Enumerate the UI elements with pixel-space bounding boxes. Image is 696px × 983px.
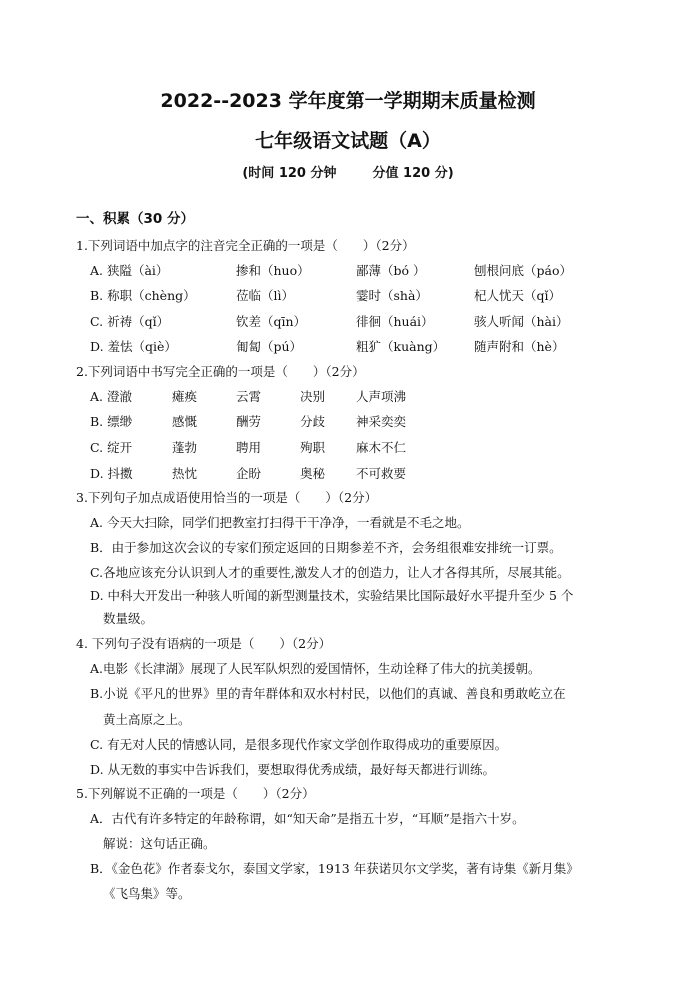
option-item: B. 缥缈	[90, 414, 133, 429]
option-item: 杞人忧天（qǐ）	[474, 288, 561, 303]
option-text: 解说：这句话正确。	[103, 836, 216, 851]
question-stem: 5.下列解说不正确的一项是（ ）（2分）	[76, 786, 315, 801]
question-stem: 1.下列词语中加点字的注音完全正确的一项是（ ）（2分）	[76, 238, 415, 253]
option-item: C. 祈祷（qǐ）	[90, 314, 170, 329]
option-item: 分歧	[300, 414, 326, 429]
option-item: 鄙薄（bó ）	[356, 263, 426, 278]
option-item: 感慨	[172, 414, 198, 429]
option-item: 麻木不仁	[356, 440, 407, 455]
option-item: 人声项沸	[356, 389, 407, 404]
option-text: 《飞鸟集》等。	[103, 886, 191, 901]
option-item: 霎时（shà）	[356, 288, 428, 303]
option-item: 钦差（qīn）	[236, 314, 307, 329]
option-text: B．《金色花》作者泰戈尔，泰国文学家，1913 年获诺贝尔文学奖，著有诗集《新月集》	[90, 861, 579, 876]
option-item: 企盼	[236, 466, 262, 481]
option-item: 聘用	[236, 440, 262, 455]
option-text: 黄土高原之上。	[103, 712, 191, 727]
option-item: A. 澄澈	[90, 389, 132, 404]
option-item: 蓬勃	[172, 440, 198, 455]
option-item: 不可救要	[356, 466, 407, 481]
option-item: D. 羞怯（qiè）	[90, 339, 177, 354]
option-item: 匍匐（pú）	[236, 339, 303, 354]
option-text: 数量级。	[103, 611, 154, 626]
option-text: D. 中科大开发出一种骇人听闻的新型测量技术，实验结果比国际最好水平提升至少 5 个	[90, 588, 574, 603]
option-item: 云霄	[236, 389, 262, 404]
option-text: C. 有无对人民的情感认同，是很多现代作家文学创作取得成功的重要原因。	[90, 737, 508, 752]
option-item: 瘫痪	[172, 389, 198, 404]
exam-time: (时间 120 分钟	[242, 166, 337, 181]
question-stem: 2.下列词语中书写完全正确的一项是（ ）（2分）	[76, 364, 365, 379]
option-text: B.小说《平凡的世界》里的青年群体和双水村村民，以他们的真诚、善良和勇敢屹立在	[90, 686, 566, 701]
question-stem: 3.下列句子加点成语使用恰当的一项是（ ）（2分）	[76, 490, 378, 505]
option-item: 决别	[300, 389, 326, 404]
exam-subtitle: 七年级语文试题（A）	[255, 130, 441, 152]
option-item: 粗犷（kuàng）	[356, 339, 446, 354]
option-text: D. 从无数的事实中告诉我们，要想取得优秀成绩，最好每天都进行训练。	[90, 762, 496, 777]
option-text: A. 今天大扫除，同学们把教室打扫得干干净净，一看就是不毛之地。	[90, 515, 470, 530]
option-text: B．由于参加这次会议的专家们预定返回的日期参差不齐，会务组很难安排统一订票。	[90, 540, 562, 555]
option-item: A. 狭隘（ài）	[90, 263, 169, 278]
option-item: 神采奕奕	[356, 414, 407, 429]
option-item: 莅临（lì）	[236, 288, 294, 303]
option-item: 殉职	[300, 440, 326, 455]
option-item: D. 抖擞	[90, 466, 133, 481]
exam-title: 2022--2023 学年度第一学期期末质量检测	[160, 90, 536, 112]
option-item: 热忱	[172, 466, 198, 481]
option-item: 掺和（huo）	[236, 263, 310, 278]
section-heading: 一、积累（30 分）	[76, 211, 194, 227]
option-text: A.电影《长津湖》展现了人民军队炽烈的爱国情怀，生动诠释了伟大的抗美援朝。	[90, 661, 541, 676]
exam-time-score	[0, 162, 696, 181]
exam-score: 分值 120 分)	[372, 166, 454, 181]
option-item: 刨根问底（páo）	[474, 263, 572, 278]
option-text: A．古代有许多特定的年龄称谓，如“知天命”是指五十岁，“耳顺”是指六十岁。	[90, 811, 525, 826]
option-item: B. 称职（chèng）	[90, 288, 196, 303]
option-item: 徘徊（huái）	[356, 314, 434, 329]
option-item: 随声附和（hè）	[474, 339, 565, 354]
option-text: C.各地应该充分认识到人才的重要性,激发人才的创造力，让人才各得其所，尽展其能。	[90, 565, 570, 580]
option-item: 奥秘	[300, 466, 326, 481]
option-item: 酬劳	[236, 414, 262, 429]
question-stem: 4. 下列句子没有语病的一项是（ ）（2分）	[76, 636, 332, 651]
option-item: 骇人听闻（hài）	[474, 314, 569, 329]
option-item: C. 绽开	[90, 440, 133, 455]
